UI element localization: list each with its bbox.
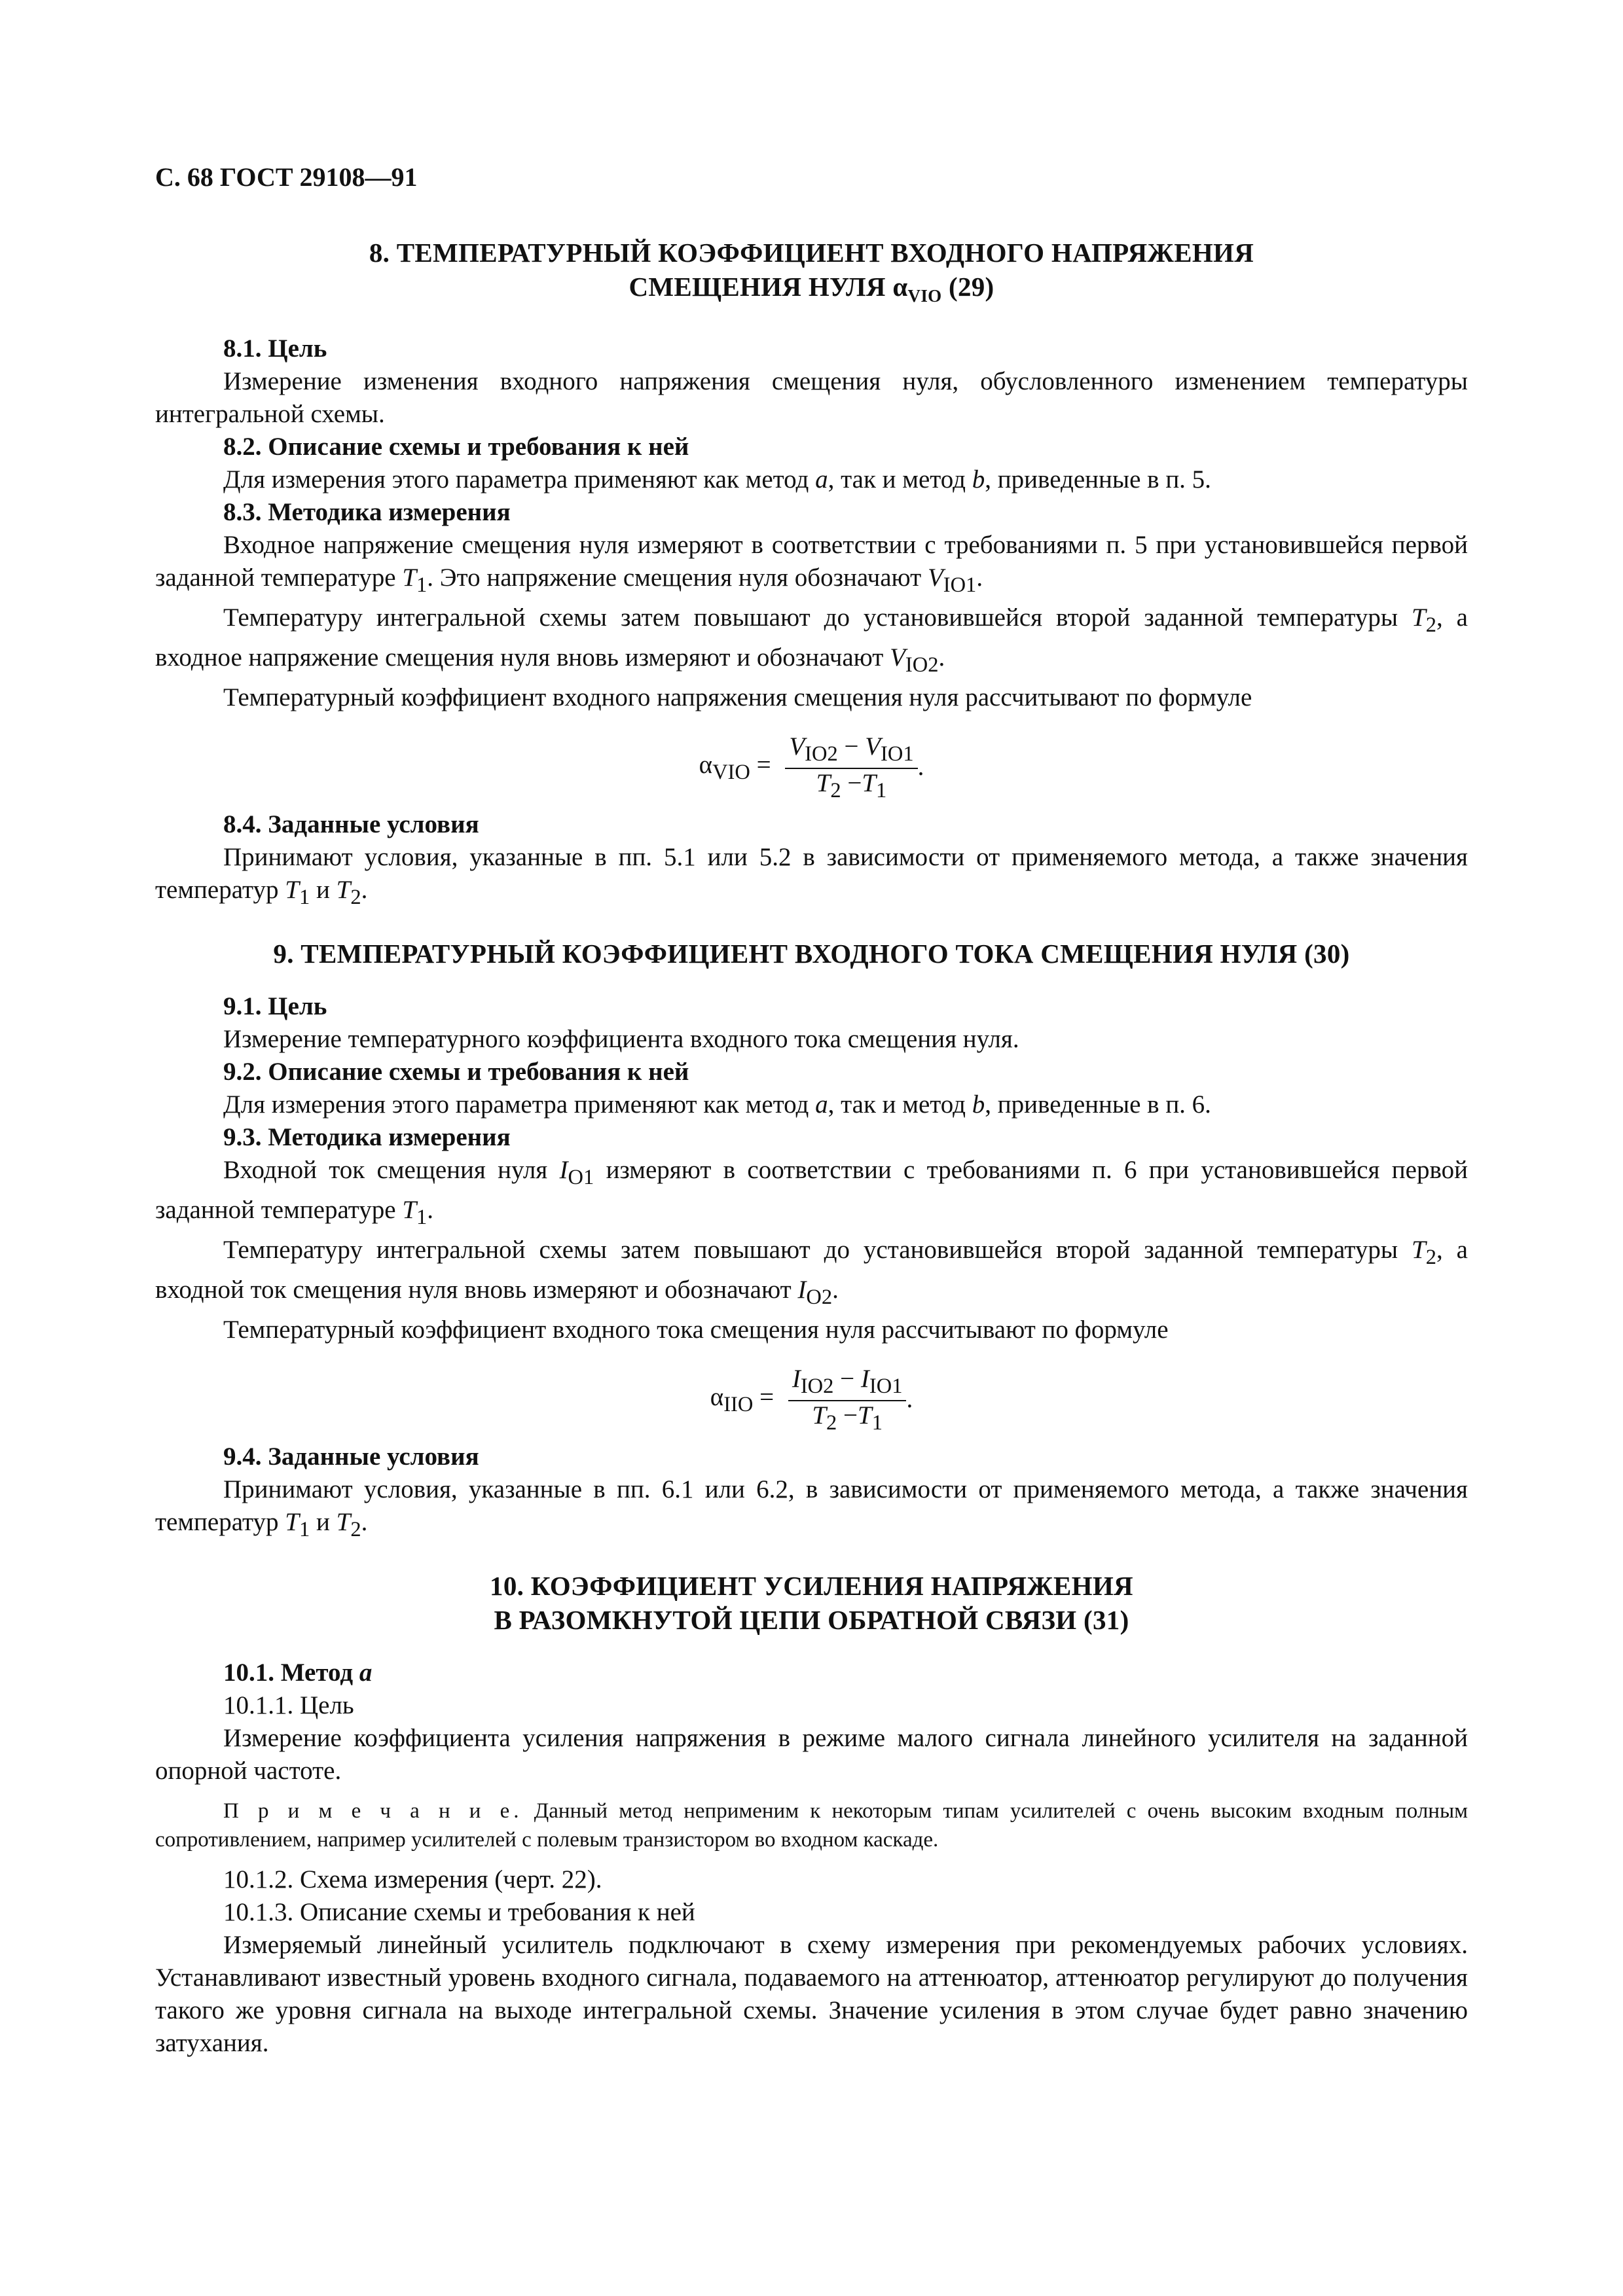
section-9-title: 9. ТЕМПЕРАТУРНЫЙ КОЭФФИЦИЕНТ ВХОДНОГО ТОКА СМЕЩЕНИЯ НУЛЯ (30) <box>273 939 1350 969</box>
page-content <box>155 236 1468 2060</box>
paragraph-8-3a: Входное напряжение смещения нуля измеряют в соответствии с требованиями п. 5 при установившейся первой заданной температуре $T_1$. Это напряжение смещения нуля обозначают $V_{IO1}$. <box>155 531 1468 597</box>
fraction: $\frac{I_{IO2} - I_{IO1}}{T_2 -T_1}$ <box>788 1365 907 1438</box>
paragraph-8-1: Измерение изменения входного напряжения смещения нуля, обусловленного изменением температуры интегральной схемы. <box>155 367 1468 429</box>
paragraph-9-1: Измерение температурного коэффициента входного тока смещения нуля. <box>223 1025 1019 1054</box>
heading-8-1: 8.1. Цель <box>223 334 327 363</box>
heading-10-1: 10.1. Метод a <box>223 1659 373 1687</box>
section-8-title-line1: 8. ТЕМПЕРАТУРНЫЙ КОЭФФИЦИЕНТ ВХОДНОГО НАПРЯЖЕНИЯ <box>369 238 1254 268</box>
heading-10-1-1: 10.1.1. Цель <box>223 1691 354 1720</box>
paragraph-8-3b: Температуру интегральной схемы затем повышают до установившейся второй заданной температуры $T_2$, а входное напряжение смещения нуля вновь измеряют и обозначают $V_{IO2}$. <box>155 603 1468 677</box>
paragraph-9-2: Для измерения этого параметра применяют как метод a, так и метод b, приведенные в п. 6. <box>223 1090 1211 1119</box>
paragraph-8-2: Для измерения этого параметра применяют как метод a, так и метод b, приведенные в п. 5. <box>223 465 1211 494</box>
section-10-title-line1: 10. КОЭФФИЦИЕНТ УСИЛЕНИЯ НАПРЯЖЕНИЯ <box>490 1571 1133 1602</box>
heading-10-1-2: 10.1.2. Схема измерения (черт. 22). <box>223 1865 602 1894</box>
heading-9-3: 9.3. Методика измерения <box>223 1123 511 1152</box>
heading-8-2: 8.2. Описание схемы и требования к ней <box>223 433 689 461</box>
fraction: $\frac{V_{IO2} - V_{IO1}}{T_2 -T_1}$ <box>785 732 917 806</box>
paragraph-9-3a: Входной ток смещения нуля $I_{O1}$ измеряют в соответствии с требованиями п. 6 при установившейся первой заданной температуре $T_1$. <box>155 1156 1468 1229</box>
heading-9-4: 9.4. Заданные условия <box>223 1442 479 1471</box>
section-10-title-line2: В РАЗОМКНУТОЙ ЦЕПИ ОБРАТНОЙ СВЯЗИ (31) <box>494 1605 1129 1636</box>
heading-8-3: 8.3. Методика измерения <box>223 498 511 527</box>
note-label: П р и м е ч а н и е. <box>223 1799 523 1823</box>
formula-alpha-iio: $\alpha_{IIO}$ = $\frac{I_{IO2} - I_{IO1}}{T_2 -T_1}$ . <box>155 1365 1468 1424</box>
heading-9-2: 9.2. Описание схемы и требования к ней <box>223 1058 689 1086</box>
heading-9-1: 9.1. Цель <box>223 992 327 1021</box>
note: П р и м е ч а н и е. Данный метод неприменим к некоторым типам усилителей с очень высоким входным полным сопротивлением, например усилителей с полевым транзистором во входном каскаде. <box>155 1799 1468 1852</box>
paragraph-10-1-3: Измеряемый линейный усилитель подключают в схему измерения при рекомендуемых рабочих условиях. Устанавливают известный уровень входного сигнала, подаваемого на аттенюатор, аттенюатор регулируют до получения такого же уровня сигнала на выходе интегральной схемы. Значение усиления в этом случае будет равно значению затухания. <box>155 1931 1468 2058</box>
paragraph-9-3c: Температурный коэффициент входного тока смещения нуля рассчитывают по формуле <box>223 1315 1169 1344</box>
section-8-title-line2: СМЕЩЕНИЯ НУЛЯ $\alpha_{VIO}$ (29) <box>629 272 994 306</box>
formula-alpha-vio: $\alpha_{VIO}$ = $\frac{V_{IO2} - V_{IO1}}{T_2 -T_1}$ . <box>155 732 1468 791</box>
paragraph-8-3c: Температурный коэффициент входного напряжения смещения нуля рассчитывают по формуле <box>223 683 1252 711</box>
paragraph-9-4: Принимают условия, указанные в пп. 6.1 или 6.2, в зависимости от применяемого метода, а также значения температур $T_1$ и $T_2$. <box>155 1475 1468 1541</box>
paragraph-10-1-1: Измерение коэффициента усиления напряжения в режиме малого сигнала линейного усилителя на заданной опорной частоте. <box>155 1724 1468 1785</box>
paragraph-8-4: Принимают условия, указанные в пп. 5.1 или 5.2 в зависимости от применяемого метода, а также значения температур $T_1$ и $T_2$. <box>155 842 1468 909</box>
section-8-title <box>155 236 1468 313</box>
paragraph-9-3b: Температуру интегральной схемы затем повышают до установившейся второй заданной температуры $T_2$, а входной ток смещения нуля вновь измеряют и обозначают $I_{O2}$. <box>155 1235 1468 1309</box>
section-10-title <box>155 1569 1468 1637</box>
heading-10-1-3: 10.1.3. Описание схемы и требования к ней <box>223 1898 695 1927</box>
page-header: С. 68 ГОСТ 29108—91 <box>155 162 418 192</box>
heading-8-4: 8.4. Заданные условия <box>223 810 479 838</box>
